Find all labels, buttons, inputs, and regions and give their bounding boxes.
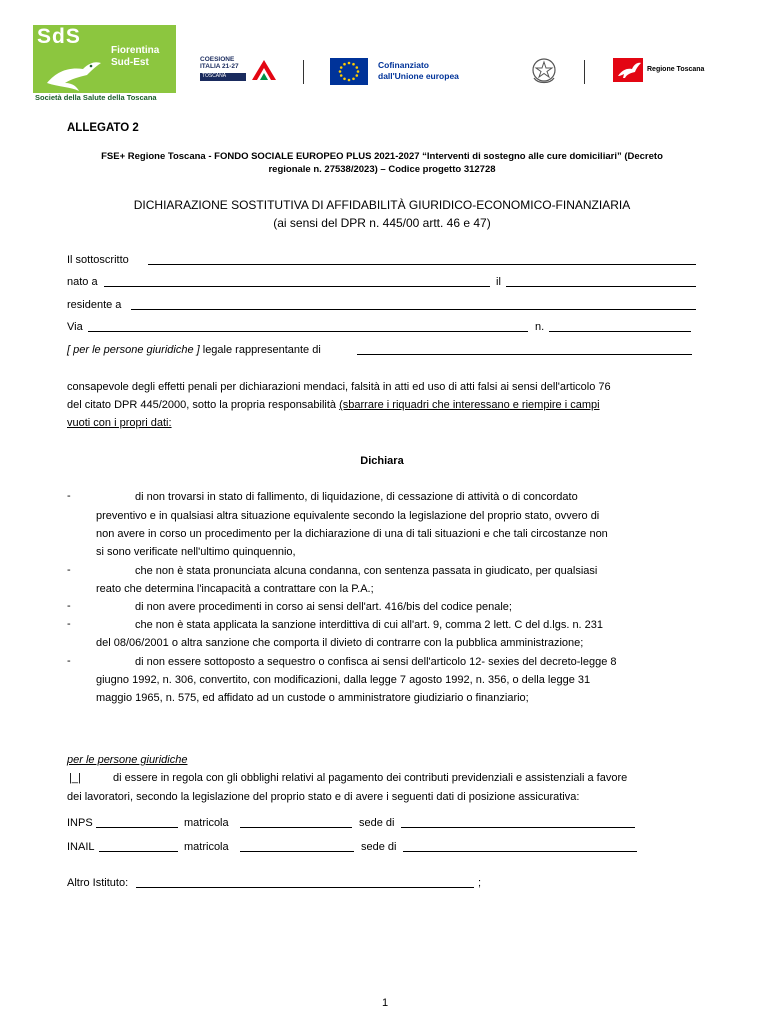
residente-label: residente a [67, 299, 122, 311]
coesione-logo-line1: COESIONE [200, 56, 235, 63]
list-bullet: - [67, 618, 71, 630]
regolarita-line1: di essere in regola con gli obblighi relativi al pagamento dei contributi previdenziali e assistenziali a favore [113, 772, 628, 784]
list-item-2-line1: che non è stata pronunciata alcuna condanna, con sentenza passata in giudicato, per qualsiasi [135, 565, 598, 577]
persone-giuridiche-note: [ per le persone giuridiche ] [67, 344, 200, 356]
eu-logo-text [378, 60, 459, 82]
inail-matricola-label: matricola [184, 841, 229, 853]
inail-sede-label: sede di [361, 841, 397, 853]
eu-logo-line2: dall'Unione europea [378, 71, 459, 81]
list-item-5-line3: maggio 1965, n. 575, ed affidato ad un custode o amministratore giudiziario o finanziario; [96, 692, 529, 704]
nato-label: nato a [67, 276, 98, 288]
coesione-triangle-icon [252, 58, 276, 82]
list-item-2-line2: reato che determina l'incapacità a contrattare con la P.A.; [96, 583, 374, 595]
list-item-1-line1: di non trovarsi in stato di fallimento, di liquidazione, di cessazione di attività o di concordato [135, 491, 578, 503]
legale-rappresentante-label [67, 343, 321, 357]
divider [303, 60, 304, 84]
n-label: n. [535, 321, 545, 333]
sds-logo-background [33, 25, 176, 93]
list-item-5-line1: di non essere sottoposto a sequestro o confisca ai sensi dell'articolo 12- sexies del decreto-legge 8 [135, 656, 617, 668]
list-item-4-line1: che non è stata applicata la sanzione interdittiva di cui all'art. 9, comma 2 lett. C del d.lgs. n. 231 [135, 619, 604, 631]
coesione-italia-logo [200, 56, 276, 86]
coesione-logo-line2: ITALIA 21-27 [200, 63, 239, 70]
fse-reference-line2: regionale n. 27538/2023) – Codice progetto 312728 [268, 164, 496, 175]
altro-istituto-end: ; [478, 877, 482, 889]
inail-label: INAIL [67, 841, 95, 853]
consapevole-line1: consapevole degli effetti penali per dichiarazioni mendaci, falsità in atti ed uso di atti falsi ai sensi dell'articolo 76 [67, 381, 611, 393]
birthdate-field[interactable] [506, 286, 696, 287]
street-field[interactable] [88, 331, 528, 332]
inps-field[interactable] [96, 827, 178, 828]
allegato-label: ALLEGATO 2 [67, 122, 139, 134]
fse-reference [67, 150, 697, 176]
list-item-1-line3: non avere in corso un procedimento per la dichiarazione di una di tali situazioni e che tali circostanze non [96, 528, 608, 540]
pegasus-icon [613, 58, 643, 82]
sds-logo-acronym: SdS [37, 25, 81, 48]
eu-cofinanced-logo [330, 58, 480, 86]
fse-reference-line1: FSE+ Regione Toscana - FONDO SOCIALE EUROPEO PLUS 2021-2027 “Interventi di sostegno alle cure domiciliari” (Decreto [101, 151, 663, 162]
coesione-logo-region-bar [200, 73, 246, 81]
consapevole-line2 [67, 398, 600, 412]
via-label: Via [67, 321, 83, 333]
inail-field[interactable] [99, 851, 178, 852]
eu-stars-icon [330, 58, 368, 85]
list-item-3-line1: di non avere procedimenti in corso ai sensi dell'art. 416/bis del codice penale; [135, 601, 512, 613]
coesione-logo-region: TOSCANA [202, 73, 227, 79]
regolarita-line2: dei lavoratori, secondo la legislazione del proprio stato e di avere i seguenti dati di posizione assicurativa: [67, 791, 580, 803]
sds-logo [33, 25, 176, 105]
altro-istituto-field[interactable] [136, 887, 474, 888]
legal-entity-field[interactable] [357, 354, 692, 355]
altro-istituto-label: Altro Istituto: [67, 877, 129, 889]
divider [584, 60, 585, 84]
consapevole-line2-instruction: (sbarrare i riquadri che interessano e riempire i campi [339, 399, 600, 411]
italian-republic-emblem-icon [530, 56, 558, 86]
list-bullet: - [67, 600, 71, 612]
street-number-field[interactable] [549, 331, 691, 332]
sds-logo-name-line2: Sud-Est [111, 57, 149, 68]
eu-logo-line1: Cofinanziato [378, 60, 429, 70]
consapevole-line3: vuoti con i propri dati: [67, 417, 172, 429]
list-bullet: - [67, 490, 71, 502]
page-number: 1 [381, 997, 389, 1009]
sottoscritto-label: Il sottoscritto [67, 254, 129, 266]
dichiara-heading: Dichiara [360, 455, 404, 467]
inail-matricola-field[interactable] [240, 851, 354, 852]
persone-giuridiche-heading: per le persone giuridiche [67, 754, 188, 766]
list-bullet: - [67, 564, 71, 576]
regione-toscana-logo [613, 58, 713, 84]
sds-logo-name [111, 45, 159, 69]
residence-field[interactable] [131, 309, 696, 310]
inps-sede-field[interactable] [401, 827, 635, 828]
document-title [67, 196, 697, 232]
document-title-line1: DICHIARAZIONE SOSTITUTIVA DI AFFIDABILITÀ GIURIDICO-ECONOMICO-FINANZIARIA [133, 198, 631, 212]
document-title-line2: (ai sensi del DPR n. 445/00 artt. 46 e 47) [273, 216, 491, 230]
bird-icon [43, 53, 103, 91]
sds-logo-name-line1: Fiorentina [111, 45, 160, 56]
list-item-1-line2: preventivo e in qualsiasi altra situazione equivalente secondo la legislazione del proprio stato, ovvero di [96, 510, 600, 522]
legale-rappresentante-text: legale rappresentante di [202, 344, 321, 356]
inail-sede-field[interactable] [403, 851, 637, 852]
inps-label: INPS [67, 817, 93, 829]
coesione-logo-text [200, 56, 239, 70]
list-item-1-line4: si sono verificate nell'ultimo quinquennio, [96, 546, 296, 558]
consapevole-line2-text: del citato DPR 445/2000, sotto la propria responsabilità [67, 399, 337, 411]
inps-matricola-field[interactable] [240, 827, 352, 828]
birthplace-field[interactable] [104, 286, 490, 287]
list-item-5-line2: giugno 1992, n. 306, convertito, con modificazioni, dalla legge 7 agosto 1992, n. 356, o della legge 31 [96, 674, 591, 686]
inps-matricola-label: matricola [184, 817, 229, 829]
eu-flag-icon [330, 58, 368, 85]
regione-toscana-text: Regione Toscana [647, 66, 705, 73]
sottoscritto-field[interactable] [148, 264, 696, 265]
sds-logo-subtitle: Società della Salute della Toscana [35, 93, 157, 102]
list-item-4-line2: del 08/06/2001 o altra sanzione che comporta il divieto di contrarre con la pubblica amministrazione; [96, 637, 584, 649]
inps-sede-label: sede di [359, 817, 395, 829]
il-label: il [496, 276, 501, 288]
regolarita-checkbox[interactable]: |_| [69, 772, 81, 784]
list-bullet: - [67, 655, 71, 667]
